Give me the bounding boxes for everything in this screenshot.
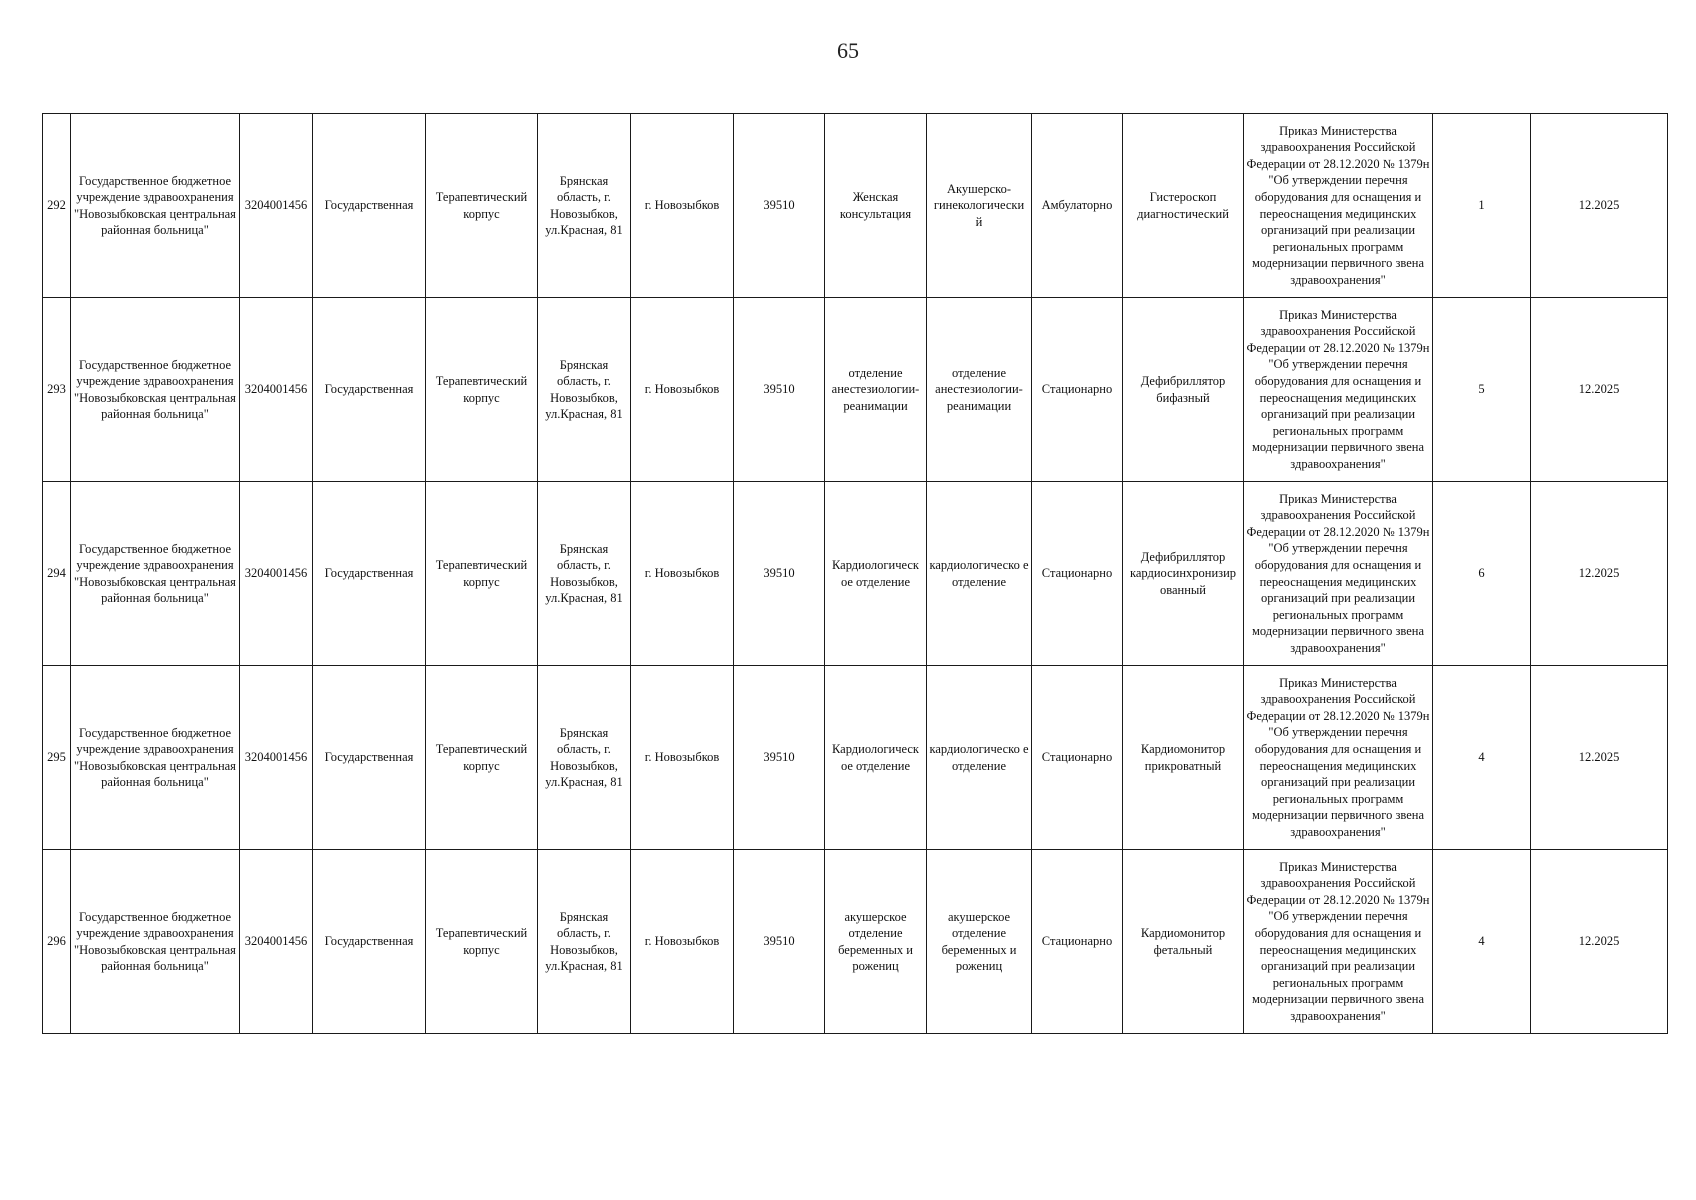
delivery-date: 12.2025 — [1531, 482, 1668, 666]
ownership-form: Государственная — [313, 482, 426, 666]
address: Брянская область, г. Новозыбков, ул.Красная, 81 — [538, 666, 631, 850]
ownership-form: Государственная — [313, 114, 426, 298]
medical-profile: кардиологическо е отделение — [927, 482, 1032, 666]
city: г. Новозыбков — [631, 482, 734, 666]
delivery-date: 12.2025 — [1531, 298, 1668, 482]
department: акушерское отделение беременных и рожениц — [825, 850, 927, 1034]
postcode: 39510 — [734, 298, 825, 482]
ownership-form: Государственная — [313, 666, 426, 850]
legal-basis: Приказ Министерства здравоохранения Российской Федерации от 28.12.2020 № 1379н "Об утверждении перечня оборудования для оснащения и переоснащения медицинских организаций при реализации региональных программ модернизации первичного звена здравоохранения" — [1244, 482, 1433, 666]
row-number: 293 — [43, 298, 71, 482]
city: г. Новозыбков — [631, 666, 734, 850]
inn: 3204001456 — [240, 482, 313, 666]
care-form: Стационарно — [1032, 298, 1123, 482]
building: Терапевтический корпус — [426, 114, 538, 298]
delivery-date: 12.2025 — [1531, 666, 1668, 850]
delivery-date: 12.2025 — [1531, 114, 1668, 298]
inn: 3204001456 — [240, 666, 313, 850]
medical-profile: кардиологическо е отделение — [927, 666, 1032, 850]
care-form: Амбулаторно — [1032, 114, 1123, 298]
postcode: 39510 — [734, 114, 825, 298]
building: Терапевтический корпус — [426, 482, 538, 666]
quantity: 4 — [1433, 666, 1531, 850]
address: Брянская область, г. Новозыбков, ул.Красная, 81 — [538, 850, 631, 1034]
institution-name: Государственное бюджетное учреждение здравоохранения "Новозыбковская центральная районная больница" — [71, 666, 240, 850]
building: Терапевтический корпус — [426, 850, 538, 1034]
building: Терапевтический корпус — [426, 298, 538, 482]
page-number: 65 — [837, 38, 859, 63]
medical-profile: акушерское отделение беременных и рожениц — [927, 850, 1032, 1034]
inn: 3204001456 — [240, 850, 313, 1034]
table-row — [43, 114, 1668, 298]
row-number: 296 — [43, 850, 71, 1034]
department: Женская консультация — [825, 114, 927, 298]
equipment-name: Дефибриллятор бифазный — [1123, 298, 1244, 482]
table-row — [43, 482, 1668, 666]
city: г. Новозыбков — [631, 298, 734, 482]
equipment-name: Дефибриллятор кардиосинхронизир ованный — [1123, 482, 1244, 666]
institution-name: Государственное бюджетное учреждение здравоохранения "Новозыбковская центральная районная больница" — [71, 114, 240, 298]
care-form: Стационарно — [1032, 666, 1123, 850]
inn: 3204001456 — [240, 114, 313, 298]
equipment-name: Кардиомонитор фетальный — [1123, 850, 1244, 1034]
institution-name: Государственное бюджетное учреждение здравоохранения "Новозыбковская центральная районная больница" — [71, 482, 240, 666]
department: Кардиологическ ое отделение — [825, 482, 927, 666]
legal-basis: Приказ Министерства здравоохранения Российской Федерации от 28.12.2020 № 1379н "Об утверждении перечня оборудования для оснащения и переоснащения медицинских организаций при реализации региональных программ модернизации первичного звена здравоохранения" — [1244, 114, 1433, 298]
legal-basis: Приказ Министерства здравоохранения Российской Федерации от 28.12.2020 № 1379н "Об утверждении перечня оборудования для оснащения и переоснащения медицинских организаций при реализации региональных программ модернизации первичного звена здравоохранения" — [1244, 298, 1433, 482]
table-row — [43, 666, 1668, 850]
quantity: 1 — [1433, 114, 1531, 298]
quantity: 6 — [1433, 482, 1531, 666]
legal-basis: Приказ Министерства здравоохранения Российской Федерации от 28.12.2020 № 1379н "Об утверждении перечня оборудования для оснащения и переоснащения медицинских организаций при реализации региональных программ модернизации первичного звена здравоохранения" — [1244, 666, 1433, 850]
row-number: 294 — [43, 482, 71, 666]
ownership-form: Государственная — [313, 298, 426, 482]
institution-name: Государственное бюджетное учреждение здравоохранения "Новозыбковская центральная районная больница" — [71, 850, 240, 1034]
postcode: 39510 — [734, 482, 825, 666]
building: Терапевтический корпус — [426, 666, 538, 850]
row-number: 292 — [43, 114, 71, 298]
medical-profile: отделение анестезиологии-реанимации — [927, 298, 1032, 482]
row-number: 295 — [43, 666, 71, 850]
equipment-registry-table — [42, 113, 1668, 1034]
postcode: 39510 — [734, 666, 825, 850]
address: Брянская область, г. Новозыбков, ул.Красная, 81 — [538, 114, 631, 298]
delivery-date: 12.2025 — [1531, 850, 1668, 1034]
medical-profile: Акушерско-гинекологически й — [927, 114, 1032, 298]
equipment-name: Гистероскоп диагностический — [1123, 114, 1244, 298]
care-form: Стационарно — [1032, 482, 1123, 666]
address: Брянская область, г. Новозыбков, ул.Красная, 81 — [538, 298, 631, 482]
quantity: 5 — [1433, 298, 1531, 482]
city: г. Новозыбков — [631, 850, 734, 1034]
table-row — [43, 298, 1668, 482]
institution-name: Государственное бюджетное учреждение здравоохранения "Новозыбковская центральная районная больница" — [71, 298, 240, 482]
department: Кардиологическ ое отделение — [825, 666, 927, 850]
department: отделение анестезиологии-реанимации — [825, 298, 927, 482]
quantity: 4 — [1433, 850, 1531, 1034]
table-row — [43, 850, 1668, 1034]
legal-basis: Приказ Министерства здравоохранения Российской Федерации от 28.12.2020 № 1379н "Об утверждении перечня оборудования для оснащения и переоснащения медицинских организаций при реализации региональных программ модернизации первичного звена здравоохранения" — [1244, 850, 1433, 1034]
care-form: Стационарно — [1032, 850, 1123, 1034]
inn: 3204001456 — [240, 298, 313, 482]
equipment-name: Кардиомонитор прикроватный — [1123, 666, 1244, 850]
ownership-form: Государственная — [313, 850, 426, 1034]
city: г. Новозыбков — [631, 114, 734, 298]
postcode: 39510 — [734, 850, 825, 1034]
address: Брянская область, г. Новозыбков, ул.Красная, 81 — [538, 482, 631, 666]
